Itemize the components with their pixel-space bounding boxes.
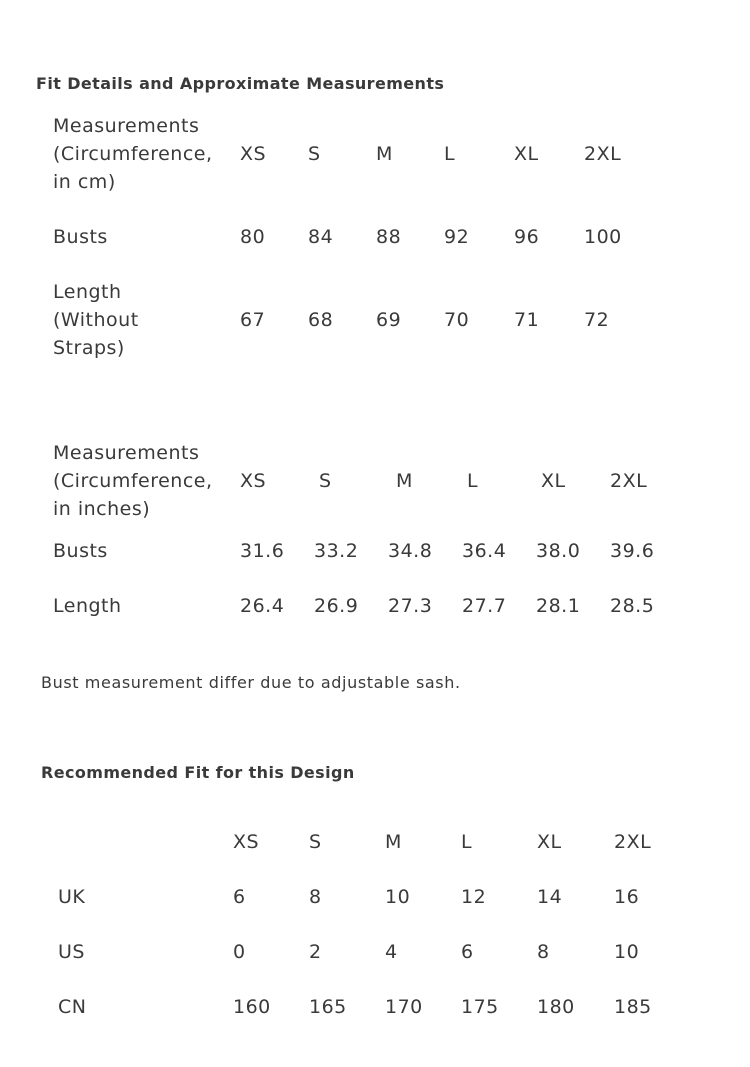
table-cell: 88 bbox=[376, 226, 402, 248]
table-cell: 175 bbox=[461, 995, 499, 1018]
table-header-row bbox=[53, 112, 673, 196]
table-cell: 8 bbox=[309, 885, 322, 908]
row-label: UK bbox=[58, 885, 86, 908]
size-header: XL bbox=[537, 830, 562, 853]
table-cell: 6 bbox=[233, 885, 246, 908]
table-cell: 26.9 bbox=[314, 594, 359, 617]
table-cell: 92 bbox=[444, 226, 470, 248]
row-label: Length (Without Straps) bbox=[53, 281, 139, 359]
table-cell: 6 bbox=[461, 940, 474, 963]
table-row bbox=[53, 578, 693, 633]
table-cell: 36.4 bbox=[462, 539, 507, 562]
table-cell: 4 bbox=[385, 940, 398, 963]
table-cell: 28.1 bbox=[536, 594, 581, 617]
header-label: Measurements (Circumference, in cm) bbox=[53, 115, 213, 193]
table-cell: 26.4 bbox=[240, 594, 285, 617]
table-row bbox=[53, 278, 673, 362]
size-header: S bbox=[309, 830, 322, 853]
table-cell: 96 bbox=[514, 226, 540, 248]
row-label: CN bbox=[58, 995, 87, 1018]
size-header: XS bbox=[233, 830, 260, 853]
row-label: Length bbox=[53, 594, 122, 617]
table-cell: 0 bbox=[233, 940, 246, 963]
table-cell: 16 bbox=[614, 885, 640, 908]
table-cell: 80 bbox=[240, 226, 266, 248]
table-cell: 185 bbox=[614, 995, 652, 1018]
size-header: S bbox=[319, 470, 332, 492]
table-cell: 8 bbox=[537, 940, 550, 963]
size-header: M bbox=[396, 470, 413, 492]
table-header-row bbox=[53, 439, 693, 523]
size-header: L bbox=[461, 830, 473, 853]
size-header: XS bbox=[240, 470, 267, 492]
table-cell: 69 bbox=[376, 309, 402, 331]
size-header: 2XL bbox=[610, 470, 648, 492]
table-cell: 68 bbox=[308, 309, 334, 331]
row-label bbox=[58, 814, 233, 869]
table-cell: 27.7 bbox=[462, 594, 507, 617]
header-label: Measurements (Circumference, in inches) bbox=[53, 442, 213, 520]
table-cell: 27.3 bbox=[388, 594, 433, 617]
row-label: Busts bbox=[53, 226, 108, 248]
table-cell: 170 bbox=[385, 995, 423, 1018]
table-cell: 180 bbox=[537, 995, 575, 1018]
row-label: Busts bbox=[53, 539, 108, 562]
table-cell: 67 bbox=[240, 309, 266, 331]
size-header: L bbox=[444, 143, 456, 165]
size-header: XS bbox=[240, 143, 267, 165]
table-cell: 2 bbox=[309, 940, 322, 963]
table-row bbox=[58, 924, 698, 979]
table-cell: 38.0 bbox=[536, 539, 581, 562]
table-header-row bbox=[58, 814, 698, 869]
table-cell: 10 bbox=[614, 940, 640, 963]
fit-details-heading: Fit Details and Approximate Measurements bbox=[36, 74, 445, 93]
table-cell: 14 bbox=[537, 885, 563, 908]
table-cell: 165 bbox=[309, 995, 347, 1018]
table-cell: 12 bbox=[461, 885, 487, 908]
table-cell: 33.2 bbox=[314, 539, 359, 562]
cm-measurements-table bbox=[53, 112, 673, 362]
size-header: 2XL bbox=[614, 830, 652, 853]
table-row bbox=[58, 979, 698, 1034]
table-cell: 160 bbox=[233, 995, 271, 1018]
table-cell: 100 bbox=[584, 226, 622, 248]
table-cell: 31.6 bbox=[240, 539, 285, 562]
table-cell: 10 bbox=[385, 885, 411, 908]
recommended-fit-heading: Recommended Fit for this Design bbox=[41, 763, 355, 782]
table-row bbox=[58, 869, 698, 924]
table-row bbox=[53, 196, 673, 278]
size-header: S bbox=[308, 143, 321, 165]
inch-measurements-table bbox=[53, 439, 693, 633]
size-header: M bbox=[385, 830, 402, 853]
table-cell: 84 bbox=[308, 226, 334, 248]
size-header: M bbox=[376, 143, 393, 165]
table-cell: 72 bbox=[584, 309, 610, 331]
row-label: US bbox=[58, 940, 85, 963]
size-header: 2XL bbox=[584, 143, 622, 165]
size-header: L bbox=[467, 470, 479, 492]
table-cell: 70 bbox=[444, 309, 470, 331]
table-cell: 39.6 bbox=[610, 539, 655, 562]
table-cell: 34.8 bbox=[388, 539, 433, 562]
size-header: XL bbox=[541, 470, 566, 492]
size-header: XL bbox=[514, 143, 539, 165]
table-row bbox=[53, 523, 693, 578]
recommended-fit-table bbox=[58, 814, 698, 1034]
bust-measurement-note: Bust measurement differ due to adjustable sash. bbox=[41, 673, 461, 692]
table-cell: 28.5 bbox=[610, 594, 655, 617]
table-cell: 71 bbox=[514, 309, 540, 331]
